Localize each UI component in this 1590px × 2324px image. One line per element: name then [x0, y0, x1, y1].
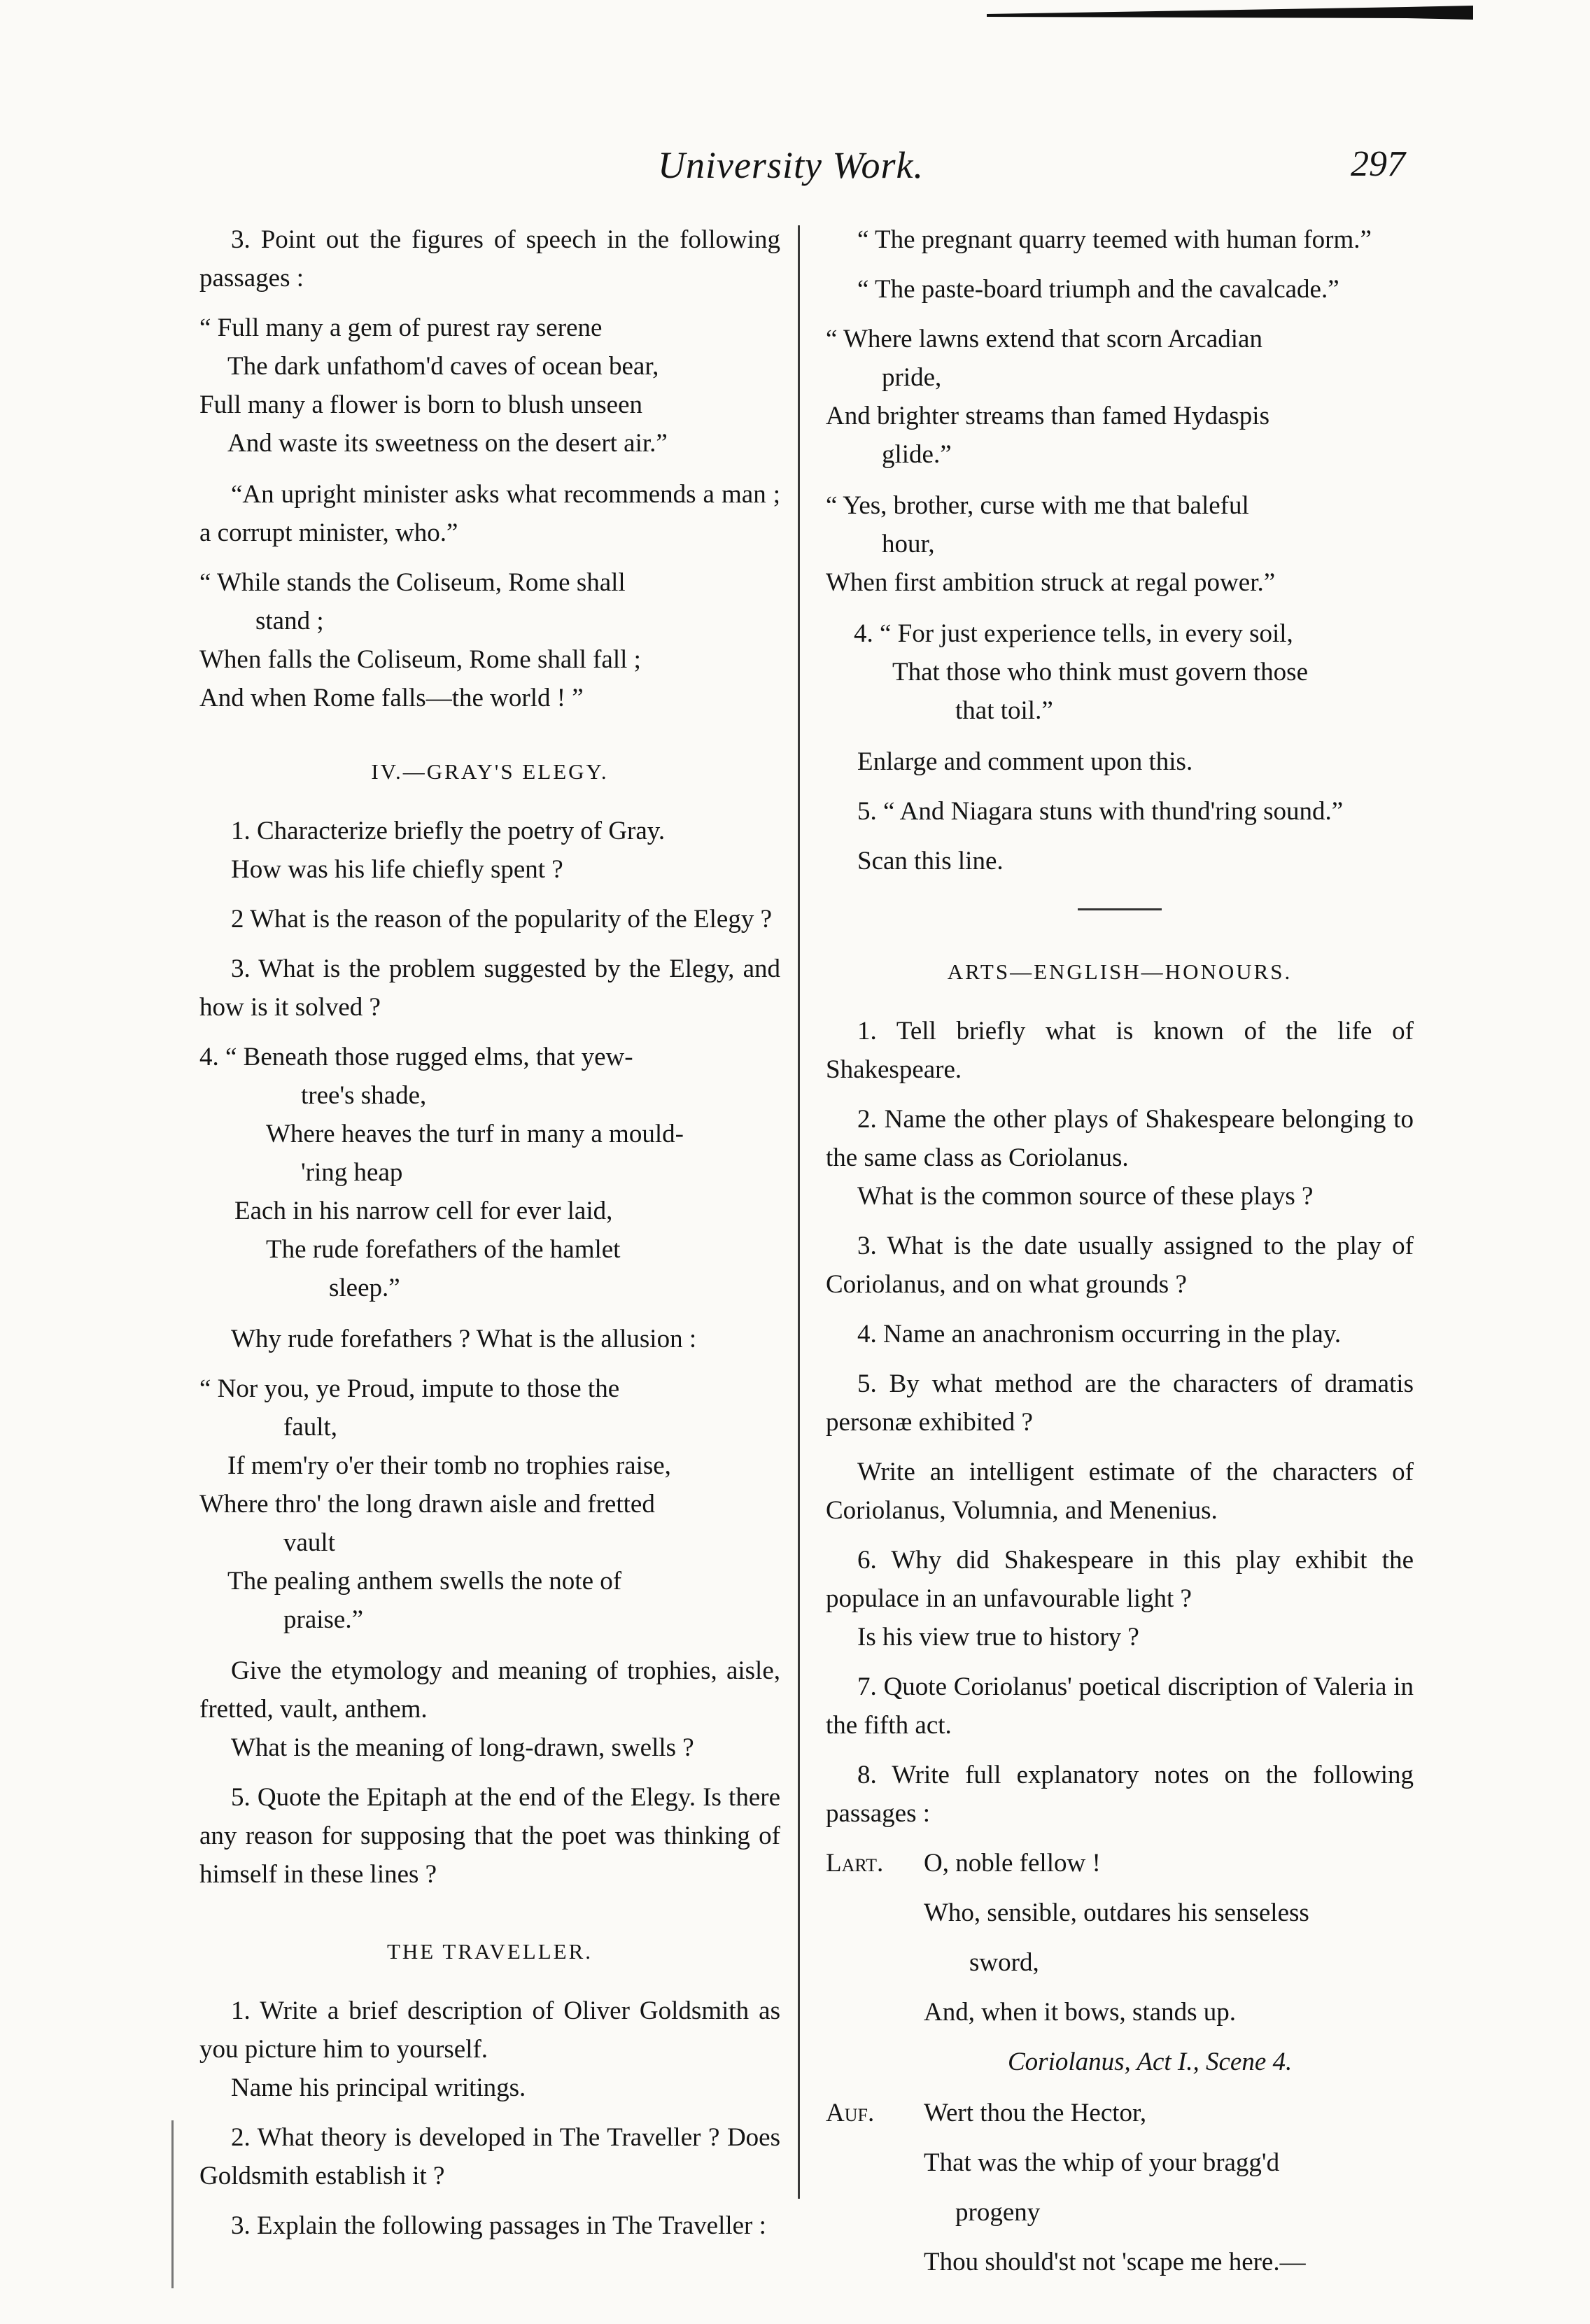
verse-line: The pealing anthem swells the note of [227, 1567, 622, 1596]
verse-line: When first ambition struck at regal power.” [826, 568, 1276, 597]
arts-q1: 1. Tell briefly what is known of the life of Shakespeare. [826, 1017, 1414, 1084]
quote-minister: “An upright minister asks what recommends a man ; a corrupt minister, who.” [199, 480, 780, 547]
page-number: 297 [1351, 144, 1405, 184]
traveller-q5: 5. “ And Niagara stuns with thund'ring sound.” [857, 797, 1344, 826]
section-heading-arts: ARTS—ENGLISH—HONOURS. [947, 959, 1293, 984]
quote-elegy-gem [199, 309, 780, 463]
section-heading-gray: IV.—GRAY'S ELEGY. [371, 759, 609, 784]
verse-line: vault [283, 1528, 335, 1557]
running-head [0, 143, 1590, 199]
traveller-q4-enlarge: Enlarge and comment upon this. [857, 747, 1193, 776]
verse-line: hour, [882, 530, 935, 558]
traveller-quote-quarry: “ The pregnant quarry teemed with human form.” [857, 225, 1372, 254]
gray-q4-meaning: What is the meaning of long-drawn, swells ? [231, 1733, 694, 1762]
verse-line: sleep.” [329, 1274, 400, 1302]
margin-mark [171, 2120, 174, 2288]
verse-line: Where heaves the turf in many a mould- [266, 1120, 684, 1148]
verse-line: And brighter streams than famed Hydaspis [826, 402, 1269, 430]
verse-line: that toil.” [955, 696, 1053, 725]
verse-line: tree's shade, [301, 1081, 427, 1110]
verse-line: That those who think must govern those [892, 658, 1308, 686]
verse-line: Who, sensible, outdares his senseless [924, 1899, 1309, 1927]
traveller-quote-lawns [826, 320, 1414, 474]
verse-line: Full many a flower is born to blush unseen [199, 390, 643, 419]
arts-q6: 6. Why did Shakespeare in this play exhibit the populace in an unfavourable light ? [826, 1546, 1414, 1613]
traveller-q4-verse [826, 614, 1414, 730]
verse-line: “ Nor you, ye Proud, impute to those the [199, 1374, 620, 1403]
running-title: University Work. [658, 144, 924, 186]
citation: Coriolanus, Act I., Scene 4. [1008, 2048, 1293, 2076]
verse-line: “ Yes, brother, curse with me that baleful [826, 491, 1249, 520]
section-rule [1078, 908, 1162, 910]
verse-line: Where thro' the long drawn aisle and fretted [199, 1490, 655, 1519]
verse-line: O, noble fellow ! [924, 1849, 1101, 1878]
passage-lartius [826, 1844, 1414, 2081]
verse-line: Each in his narrow cell for ever laid, [234, 1197, 613, 1225]
verse-line: “ While stands the Coliseum, Rome shall [199, 568, 626, 597]
arts-q2: 2. Name the other plays of Shakespeare belonging to the same class as Coriolanus. [826, 1105, 1414, 1172]
verse-line: That was the whip of your bragg'd [924, 2148, 1280, 2177]
left-column [199, 220, 780, 2256]
quote-coliseum [199, 563, 780, 717]
verse-line: And, when it bows, stands up. [924, 1998, 1237, 2027]
question-3-intro: 3. Point out the figures of speech in the following passages : [199, 225, 780, 293]
arts-q5b: Write an intelligent estimate of the characters of Coriolanus, Volumnia, and Menenius. [826, 1458, 1414, 1525]
verse-line: stand ; [255, 607, 324, 635]
verse-line: 4. “ For just experience tells, in every soil, [854, 619, 1293, 648]
arts-q7: 7. Quote Coriolanus' poetical discription of Valeria in the fifth act. [826, 1672, 1414, 1740]
gray-q4-etymology: Give the etymology and meaning of trophies, aisle, fretted, vault, anthem. [199, 1656, 780, 1724]
speaker-lart: Lart. [826, 1849, 884, 1878]
traveller-quote-pasteboard: “ The paste-board triumph and the cavalcade.” [857, 275, 1339, 304]
section-heading-traveller: THE TRAVELLER. [386, 1939, 593, 1964]
arts-q8: 8. Write full explanatory notes on the following passages : [826, 1761, 1414, 1828]
traveller-q2: 2. What theory is developed in The Traveller ? Does Goldsmith establish it ? [199, 2123, 780, 2190]
gray-q1a: 1. Characterize briefly the poetry of Gray. [231, 817, 666, 845]
gray-q3: 3. What is the problem suggested by the Elegy, and how is it solved ? [199, 955, 780, 1022]
gray-q5: 5. Quote the Epitaph at the end of the Elegy. Is there any reason for supposing that the poet was thinking of himself in these lines ? [199, 1783, 780, 1889]
speaker-line [826, 1844, 1414, 1882]
verse-line: “ Full many a gem of purest ray serene [199, 314, 603, 342]
verse-line: The dark unfathom'd caves of ocean bear, [227, 352, 659, 381]
gray-q4-verse2 [199, 1369, 780, 1639]
arts-q3: 3. What is the date usually assigned to the play of Coriolanus, and on what grounds ? [826, 1232, 1414, 1299]
verse-line: pride, [882, 363, 942, 392]
traveller-q1: 1. Write a brief description of Oliver Goldsmith as you picture him to yourself. [199, 1996, 780, 2064]
gray-q1b: How was his life chiefly spent ? [231, 855, 563, 884]
gray-q4-why: Why rude forefathers ? What is the allusion : [231, 1325, 697, 1353]
top-scan-rule [987, 4, 1473, 22]
verse-line: Thou should'st not 'scape me here.— [924, 2248, 1306, 2276]
verse-line: When falls the Coliseum, Rome shall fall ; [199, 645, 641, 674]
arts-q6b: Is his view true to history ? [857, 1623, 1139, 1652]
arts-q2b: What is the common source of these plays ? [857, 1182, 1314, 1211]
verse-line: praise.” [283, 1605, 364, 1634]
verse-line: Wert thou the Hector, [924, 2099, 1147, 2127]
traveller-q1b: Name his principal writings. [231, 2073, 526, 2102]
gray-q2: 2 What is the reason of the popularity of the Elegy ? [231, 905, 773, 934]
verse-line: glide.” [882, 440, 952, 469]
arts-q5: 5. By what method are the characters of dramatis personæ exhibited ? [826, 1369, 1414, 1437]
verse-line: progeny [955, 2198, 1041, 2227]
verse-line: If mem'ry o'er their tomb no trophies raise, [227, 1451, 671, 1480]
verse-line: And waste its sweetness on the desert air.” [227, 429, 668, 458]
arts-q4: 4. Name an anachronism occurring in the play. [857, 1320, 1342, 1348]
verse-line: fault, [283, 1413, 338, 1442]
gray-q4-verse [199, 1038, 780, 1307]
verse-line: And when Rome falls—the world ! ” [199, 684, 584, 712]
verse-line: 4. “ Beneath those rugged elms, that yew- [199, 1043, 633, 1071]
verse-line: sword, [969, 1948, 1039, 1977]
citation-line [826, 2043, 1414, 2081]
speaker-line [826, 2094, 1414, 2132]
traveller-q3: 3. Explain the following passages in The Traveller : [231, 2211, 766, 2240]
verse-line: 'ring heap [301, 1158, 403, 1187]
passage-aufidius [826, 2094, 1414, 2281]
traveller-q5-scan: Scan this line. [857, 847, 1004, 875]
verse-line: The rude forefathers of the hamlet [266, 1235, 621, 1264]
verse-line: “ Where lawns extend that scorn Arcadian [826, 325, 1262, 353]
column-divider [798, 225, 800, 2199]
right-column [826, 220, 1414, 2294]
traveller-quote-brother [826, 486, 1414, 602]
speaker-auf: Auf. [826, 2099, 875, 2127]
